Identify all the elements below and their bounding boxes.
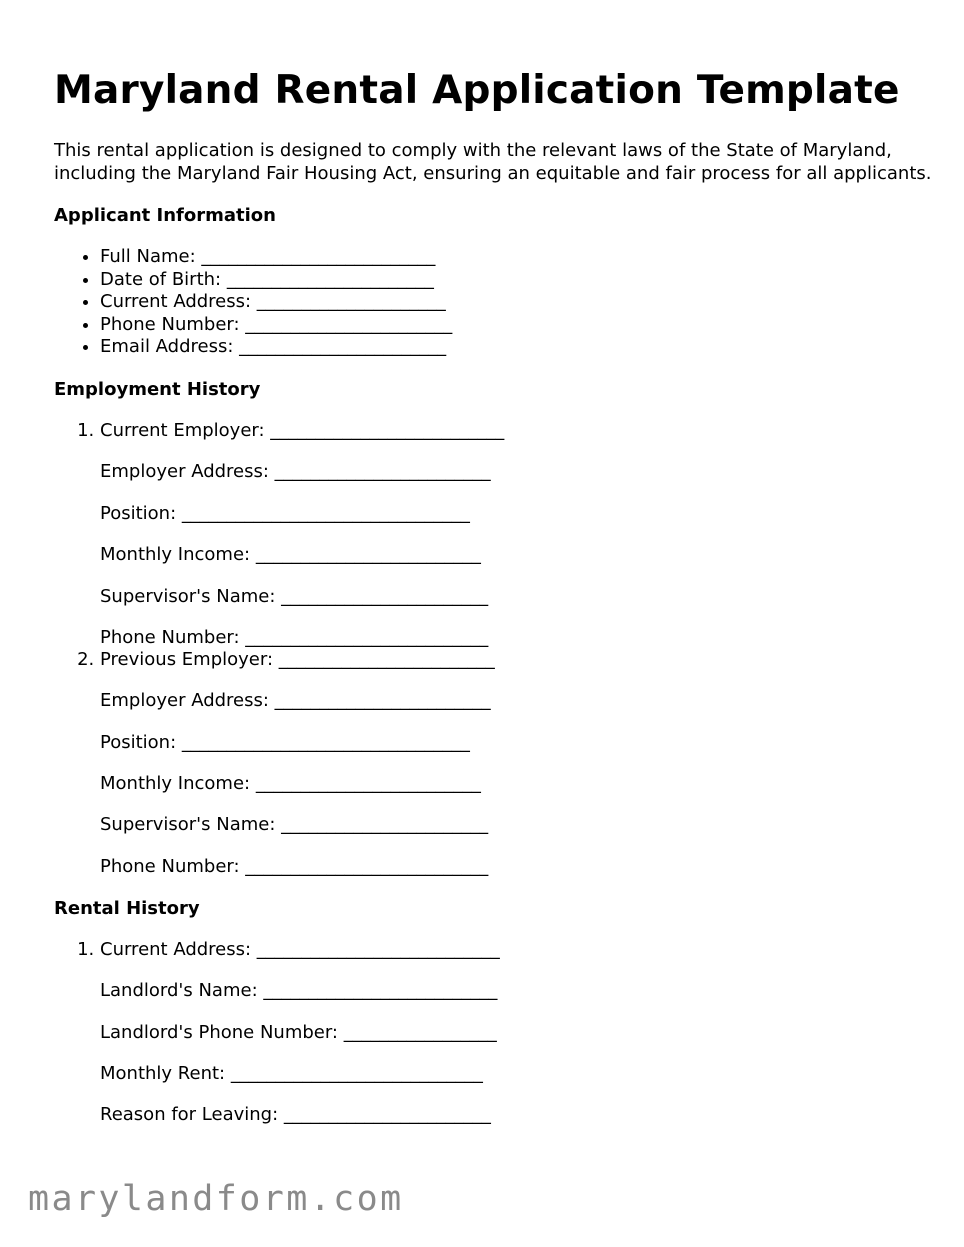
previous-employer-item — [100, 649, 934, 878]
phone-number-field: • Phone Number: _______________________ — [100, 314, 934, 337]
intro-paragraph: This rental application is designed to comply with the relevant laws of the State of Maryland, including the Maryland Fair Housing Act, ensuring an equitable and fair process for all applicants. — [54, 140, 932, 184]
current-monthly-income-field: Monthly Income: _________________________ — [100, 544, 481, 566]
site-watermark: marylandform.com — [28, 1179, 404, 1219]
reason-for-leaving-field: Reason for Leaving: _______________________ — [100, 1104, 491, 1126]
applicant-fields-list — [54, 246, 934, 359]
previous-supervisor-name-field: Supervisor's Name: _______________________ — [100, 814, 489, 836]
rental-history-heading: Rental History — [54, 897, 200, 919]
current-address-field: • Current Address: _____________________ — [100, 291, 934, 314]
current-employer-item — [100, 420, 934, 649]
full-name-field: • Full Name: __________________________ — [100, 246, 934, 269]
page-title: Maryland Rental Application Template — [54, 68, 900, 113]
email-address-field: • Email Address: _______________________ — [100, 336, 934, 359]
employment-history-heading: Employment History — [54, 378, 261, 400]
current-employer-address-field: Employer Address: ________________________ — [100, 461, 491, 483]
monthly-rent-field: Monthly Rent: ____________________________ — [100, 1063, 483, 1085]
rental-current-address-field: 1. Current Address: ___________________________ — [100, 938, 500, 960]
document-page — [54, 64, 934, 1126]
previous-position-field: Position: ________________________________ — [100, 731, 470, 753]
rental-list — [54, 939, 934, 1127]
previous-employer-phone-field: Phone Number: ___________________________ — [100, 855, 489, 877]
landlord-name-field: Landlord's Name: __________________________ — [100, 980, 498, 1002]
previous-monthly-income-field: Monthly Income: _________________________ — [100, 773, 481, 795]
current-position-field: Position: ________________________________ — [100, 502, 470, 524]
current-employer-phone-field: Phone Number: ___________________________ — [100, 626, 489, 648]
current-employer-field: 1. Current Employer: __________________________ — [100, 419, 505, 441]
previous-employer-field: 2. Previous Employer: ________________________ — [100, 648, 495, 670]
landlord-phone-field: Landlord's Phone Number: _________________ — [100, 1021, 497, 1043]
employment-list — [54, 420, 934, 878]
applicant-information-heading: Applicant Information — [54, 205, 276, 226]
current-supervisor-name-field: Supervisor's Name: _______________________ — [100, 585, 489, 607]
date-of-birth-field: • Date of Birth: _______________________ — [100, 269, 934, 292]
current-residence-item — [100, 939, 934, 1127]
previous-employer-address-field: Employer Address: ________________________ — [100, 690, 491, 712]
